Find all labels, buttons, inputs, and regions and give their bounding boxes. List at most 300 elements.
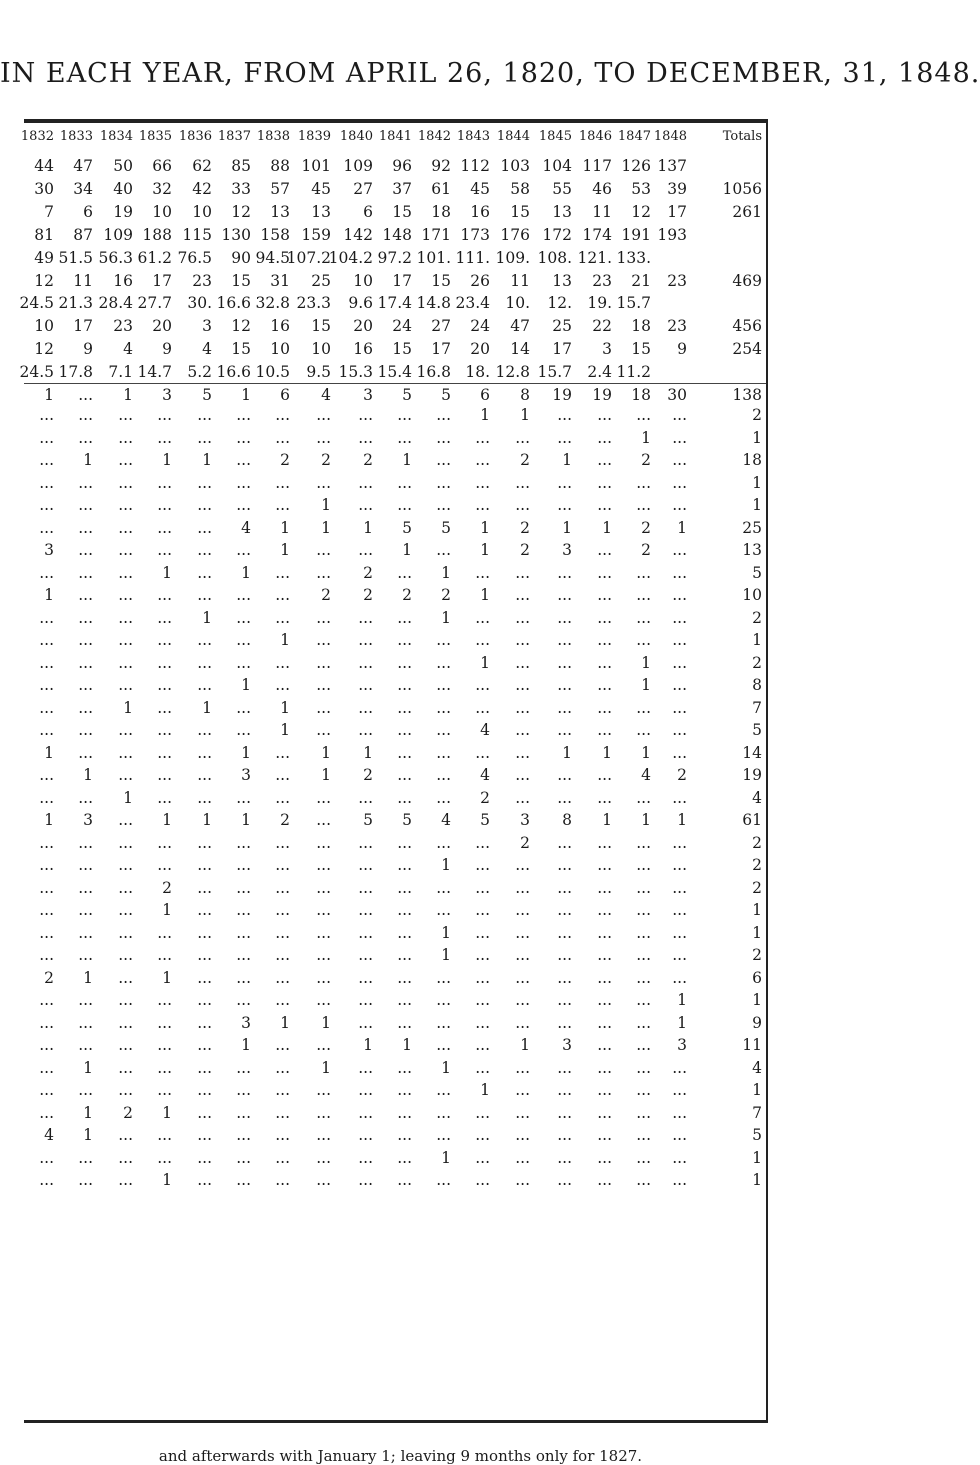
table-cell: ... — [157, 1148, 172, 1167]
table-cell: ... — [358, 541, 373, 559]
table-cell: 3 — [44, 541, 54, 559]
table-cell: ... — [672, 946, 687, 964]
total-cell: 1 — [752, 631, 762, 649]
table-cell: ... — [397, 968, 412, 987]
table-cell: 8 — [562, 811, 572, 829]
table-cell: 1 — [280, 631, 290, 649]
table-cell: ... — [236, 1081, 251, 1099]
table-cell: 15 — [392, 340, 412, 359]
table-cell: ... — [236, 428, 251, 447]
total-cell: 5 — [752, 1126, 762, 1144]
total-cell: 18 — [742, 451, 762, 469]
table-cell: ... — [157, 856, 172, 874]
table-cell: ... — [557, 406, 572, 424]
table-cell: 1 — [677, 811, 687, 829]
table-cell: ... — [197, 991, 212, 1009]
table-cell: ... — [118, 1081, 133, 1099]
table-cell: ... — [316, 428, 331, 447]
table-cell: ... — [78, 1081, 93, 1099]
table-cell: ... — [197, 541, 212, 559]
table-cell: ... — [316, 1036, 331, 1054]
table-cell: ... — [597, 676, 612, 694]
table-cell: ... — [236, 1171, 251, 1189]
column-header: 1838 — [256, 129, 290, 144]
total-cell: 14 — [742, 743, 762, 762]
table-cell: 10 — [34, 317, 54, 336]
total-cell: 4 — [752, 1058, 762, 1077]
table-cell: ... — [436, 451, 451, 469]
table-cell: ... — [78, 631, 93, 649]
table-cell: 5 — [441, 386, 451, 404]
table-row — [0, 448, 801, 472]
table-cell: 17 — [431, 340, 451, 359]
table-cell: ... — [515, 946, 530, 964]
table-cell: 6 — [280, 386, 290, 404]
table-cell: ... — [316, 541, 331, 559]
table-cell: ... — [236, 1126, 251, 1144]
table-cell: 25 — [311, 271, 331, 290]
table-cell: ... — [597, 1013, 612, 1032]
table-cell: ... — [515, 563, 530, 582]
table-cell: ... — [236, 653, 251, 672]
table-cell: ... — [636, 631, 651, 649]
table-cell: 1 — [641, 428, 651, 447]
column-header: 1842 — [417, 129, 451, 144]
table-cell: ... — [557, 653, 572, 672]
table-cell: 2 — [520, 518, 530, 537]
table-cell: ... — [636, 923, 651, 942]
table-cell: ... — [597, 631, 612, 649]
table-cell: ... — [597, 428, 612, 447]
table-cell: 56.3 — [98, 248, 133, 267]
table-cell: 15 — [631, 340, 651, 359]
table-cell: ... — [557, 631, 572, 649]
table-row — [0, 898, 801, 922]
total-cell: 1 — [752, 1171, 762, 1189]
table-cell: 1 — [641, 811, 651, 829]
table-cell: 1 — [280, 721, 290, 739]
table-cell: ... — [275, 856, 290, 874]
table-cell: ... — [436, 1081, 451, 1099]
column-header: Totals — [722, 129, 762, 144]
table-cell: ... — [515, 1103, 530, 1122]
table-cell: ... — [557, 1171, 572, 1189]
table-row — [0, 1056, 801, 1080]
column-header: 1832 — [20, 129, 54, 144]
table-cell: ... — [672, 608, 687, 627]
table-cell: ... — [118, 833, 133, 852]
table-cell: ... — [636, 1058, 651, 1077]
table-cell: 18 — [631, 386, 651, 404]
table-cell: ... — [436, 833, 451, 852]
column-header: 1843 — [456, 129, 490, 144]
table-cell: ... — [39, 631, 54, 649]
table-cell: ... — [316, 1103, 331, 1122]
table-cell: ... — [118, 541, 133, 559]
table-cell: ... — [316, 563, 331, 582]
table-cell: ... — [275, 1103, 290, 1122]
table-row — [0, 314, 801, 338]
table-cell: ... — [78, 386, 93, 404]
table-cell: ... — [397, 743, 412, 762]
table-cell: 1 — [280, 698, 290, 717]
table-cell: ... — [358, 788, 373, 807]
table-row — [0, 177, 801, 201]
table-cell: ... — [636, 473, 651, 492]
table-row — [0, 1146, 801, 1170]
table-cell: 9.5 — [306, 363, 331, 382]
table-cell: ... — [316, 676, 331, 694]
table-cell: ... — [436, 1126, 451, 1144]
table-cell: 108. — [537, 248, 572, 267]
table-cell: 19 — [552, 386, 572, 404]
total-cell: 1 — [752, 1081, 762, 1099]
table-cell: 159 — [301, 225, 331, 244]
table-cell: ... — [475, 901, 490, 919]
table-cell: 1 — [641, 743, 651, 762]
table-cell: 1 — [162, 811, 172, 829]
table-cell: ... — [636, 1126, 651, 1144]
table-row — [0, 628, 801, 652]
table-cell: ... — [236, 586, 251, 604]
total-cell: 1 — [752, 991, 762, 1009]
table-cell: ... — [358, 1103, 373, 1122]
table-cell: 1 — [441, 856, 451, 874]
table-cell: 1 — [363, 1036, 373, 1054]
table-cell: 2 — [321, 586, 331, 604]
table-cell: ... — [475, 698, 490, 717]
table-cell: ... — [515, 1013, 530, 1032]
table-cell: 1 — [83, 968, 93, 987]
table-cell: ... — [78, 946, 93, 964]
table-cell: ... — [475, 631, 490, 649]
total-cell: 2 — [752, 406, 762, 424]
table-cell: ... — [636, 856, 651, 874]
table-cell: ... — [275, 743, 290, 762]
table-cell: ... — [275, 901, 290, 919]
table-cell: ... — [672, 451, 687, 469]
table-cell: 1 — [480, 586, 490, 604]
table-cell: ... — [275, 1148, 290, 1167]
table-cell: ... — [397, 766, 412, 784]
table-cell: ... — [636, 946, 651, 964]
column-header: 1845 — [538, 129, 572, 144]
table-cell: 16.6 — [216, 363, 251, 382]
table-cell: ... — [118, 496, 133, 514]
table-cell: ... — [358, 1148, 373, 1167]
total-cell: 1 — [752, 496, 762, 514]
table-cell: ... — [636, 1013, 651, 1032]
table-cell: 15.3 — [338, 363, 373, 382]
table-cell: ... — [557, 428, 572, 447]
table-cell: ... — [475, 1036, 490, 1054]
table-cell: ... — [39, 451, 54, 469]
table-cell: ... — [39, 923, 54, 942]
table-cell: ... — [39, 991, 54, 1009]
table-cell: 8 — [520, 386, 530, 404]
table-cell: ... — [636, 406, 651, 424]
table-cell: ... — [397, 653, 412, 672]
table-cell: 115 — [182, 225, 212, 244]
table-cell: 23 — [667, 317, 687, 336]
column-header: 1836 — [178, 129, 212, 144]
table-cell: ... — [672, 1171, 687, 1189]
table-cell: 6 — [363, 202, 373, 221]
table-cell: ... — [358, 946, 373, 964]
table-cell: ... — [557, 946, 572, 964]
table-cell: 109 — [343, 157, 373, 175]
table-cell: ... — [78, 788, 93, 807]
table-cell: ... — [197, 833, 212, 852]
table-cell: 21 — [631, 271, 651, 290]
table-cell: ... — [118, 473, 133, 492]
total-cell: 456 — [732, 317, 762, 336]
table-row — [0, 471, 801, 495]
table-cell: 13 — [552, 271, 572, 290]
table-cell: ... — [197, 496, 212, 514]
table-cell: 85 — [231, 157, 251, 175]
table-cell: ... — [275, 563, 290, 582]
table-cell: 26 — [470, 271, 490, 290]
table-cell: 1 — [280, 1013, 290, 1032]
table-cell: ... — [672, 1081, 687, 1099]
table-cell: ... — [39, 428, 54, 447]
table-cell: 1 — [241, 386, 251, 404]
table-cell: 2 — [280, 451, 290, 469]
table-cell: 1 — [162, 1103, 172, 1122]
table-cell: ... — [397, 833, 412, 852]
table-cell: 47 — [73, 157, 93, 175]
table-cell: 176 — [500, 225, 530, 244]
table-cell: 25 — [552, 317, 572, 336]
table-cell: ... — [118, 991, 133, 1009]
table-cell: ... — [436, 1171, 451, 1189]
table-cell: 9 — [83, 340, 93, 359]
table-cell: ... — [275, 1081, 290, 1099]
total-cell: 254 — [732, 340, 762, 359]
table-cell: 2 — [520, 541, 530, 559]
table-cell: 11 — [510, 271, 530, 290]
table-cell: ... — [557, 698, 572, 717]
table-cell: ... — [197, 743, 212, 762]
table-cell: 16 — [270, 317, 290, 336]
table-cell: ... — [475, 856, 490, 874]
table-cell: ... — [197, 1081, 212, 1099]
table-cell: 62 — [192, 157, 212, 175]
table-cell: ... — [597, 1103, 612, 1122]
table-cell: ... — [436, 698, 451, 717]
table-cell: ... — [39, 1148, 54, 1167]
table-cell: 10 — [270, 340, 290, 359]
table-cell: ... — [475, 743, 490, 762]
table-cell: ... — [197, 586, 212, 604]
table-cell: ... — [557, 833, 572, 852]
table-cell: ... — [397, 428, 412, 447]
table-cell: ... — [597, 406, 612, 424]
table-cell: 24 — [470, 317, 490, 336]
table-cell: 9.6 — [348, 294, 373, 313]
table-cell: ... — [39, 901, 54, 919]
table-row — [0, 1123, 801, 1147]
table-cell: 1 — [441, 563, 451, 582]
table-cell: 24 — [392, 317, 412, 336]
table-cell: 4 — [641, 766, 651, 784]
table-cell: 58 — [510, 179, 530, 198]
table-cell: ... — [436, 496, 451, 514]
table-cell: ... — [236, 631, 251, 649]
table-cell: 21.3 — [58, 294, 93, 313]
table-cell: 1 — [241, 563, 251, 582]
table-cell: ... — [275, 586, 290, 604]
table-cell: 2 — [402, 586, 412, 604]
table-cell: ... — [157, 473, 172, 492]
table-cell: ... — [157, 541, 172, 559]
table-cell: ... — [236, 901, 251, 919]
table-cell: ... — [672, 653, 687, 672]
table-cell: ... — [39, 563, 54, 582]
table-cell: 1 — [562, 743, 572, 762]
table-cell: ... — [475, 968, 490, 987]
table-cell: ... — [39, 1013, 54, 1032]
table-cell: ... — [597, 473, 612, 492]
table-cell: ... — [397, 1058, 412, 1077]
table-cell: 1 — [123, 788, 133, 807]
table-cell: ... — [275, 496, 290, 514]
table-cell: ... — [236, 406, 251, 424]
table-cell: ... — [316, 473, 331, 492]
table-cell: ... — [672, 833, 687, 852]
table-cell: 172 — [542, 225, 572, 244]
table-cell: ... — [197, 788, 212, 807]
table-cell: ... — [597, 496, 612, 514]
table-cell: 57 — [270, 179, 290, 198]
table-row — [0, 1078, 801, 1102]
table-cell: ... — [39, 1081, 54, 1099]
table-cell: ... — [358, 676, 373, 694]
table-cell: ... — [597, 968, 612, 987]
table-cell: ... — [39, 676, 54, 694]
table-cell: 1 — [441, 1148, 451, 1167]
table-cell: 1 — [480, 653, 490, 672]
table-cell: ... — [397, 496, 412, 514]
total-cell: 2 — [752, 608, 762, 627]
table-cell: 23 — [113, 317, 133, 336]
table-cell: ... — [397, 1103, 412, 1122]
table-cell: ... — [236, 968, 251, 987]
table-cell: ... — [475, 1103, 490, 1122]
table-cell: ... — [157, 1081, 172, 1099]
table-cell: ... — [39, 698, 54, 717]
table-cell: ... — [515, 1148, 530, 1167]
table-cell: ... — [78, 608, 93, 627]
table-cell: ... — [39, 788, 54, 807]
table-cell: ... — [197, 1013, 212, 1032]
table-cell: ... — [515, 856, 530, 874]
table-cell: 15 — [231, 271, 251, 290]
table-cell: ... — [197, 518, 212, 537]
table-cell: ... — [515, 901, 530, 919]
table-cell: 11 — [592, 202, 612, 221]
table-row — [0, 763, 801, 787]
table-row — [0, 966, 801, 990]
table-cell: 61.2 — [137, 248, 172, 267]
table-cell: 11 — [73, 271, 93, 290]
table-cell: 193 — [657, 225, 687, 244]
table-cell: 1 — [480, 518, 490, 537]
table-cell: 173 — [460, 225, 490, 244]
table-cell: 19. — [587, 294, 612, 313]
table-cell: 45 — [470, 179, 490, 198]
table-cell: ... — [515, 743, 530, 762]
table-cell: 15 — [231, 340, 251, 359]
table-cell: 174 — [582, 225, 612, 244]
table-cell: 1 — [480, 406, 490, 424]
table-cell: 15.7 — [537, 363, 572, 382]
table-cell: ... — [236, 541, 251, 559]
table-cell: ... — [358, 923, 373, 942]
table-cell: 3 — [162, 386, 172, 404]
table-cell: ... — [275, 428, 290, 447]
table-cell: 16.6 — [216, 294, 251, 313]
table-cell: 158 — [260, 225, 290, 244]
table-cell: ... — [118, 1148, 133, 1167]
table-cell: ... — [557, 586, 572, 604]
table-cell: ... — [197, 1171, 212, 1189]
table-cell: ... — [515, 1171, 530, 1189]
table-cell: 191 — [621, 225, 651, 244]
table-cell: 17 — [667, 202, 687, 221]
table-cell: 6 — [480, 386, 490, 404]
table-cell: 1 — [321, 766, 331, 784]
table-cell: ... — [672, 878, 687, 897]
table-cell: 23.3 — [296, 294, 331, 313]
table-cell: ... — [197, 406, 212, 424]
table-cell: ... — [672, 541, 687, 559]
table-cell: ... — [236, 1148, 251, 1167]
table-cell: ... — [597, 923, 612, 942]
table-cell: ... — [236, 946, 251, 964]
table-cell: 24.5 — [19, 363, 54, 382]
table-cell: ... — [358, 406, 373, 424]
column-header: 1846 — [578, 129, 612, 144]
table-cell: ... — [672, 496, 687, 514]
table-cell: ... — [78, 743, 93, 762]
table-cell: ... — [597, 1036, 612, 1054]
table-cell: 12 — [231, 202, 251, 221]
table-cell: ... — [39, 496, 54, 514]
total-cell: 1 — [752, 1148, 762, 1167]
table-cell: ... — [197, 1036, 212, 1054]
table-row — [0, 538, 801, 562]
table-cell: 104.2 — [328, 248, 373, 267]
table-cell: ... — [475, 563, 490, 582]
table-cell: 45 — [311, 179, 331, 198]
table-cell: 1 — [123, 386, 133, 404]
table-cell: ... — [118, 901, 133, 919]
table-cell: ... — [636, 991, 651, 1009]
table-cell: 1 — [602, 743, 612, 762]
table-cell: 2 — [641, 451, 651, 469]
total-cell: 5 — [752, 563, 762, 582]
table-cell: ... — [78, 541, 93, 559]
table-cell: ... — [39, 406, 54, 424]
table-cell: ... — [475, 1013, 490, 1032]
table-cell: ... — [358, 968, 373, 987]
total-cell: 13 — [742, 541, 762, 559]
table-cell: 4 — [123, 340, 133, 359]
table-cell: 53 — [631, 179, 651, 198]
table-cell: ... — [39, 473, 54, 492]
